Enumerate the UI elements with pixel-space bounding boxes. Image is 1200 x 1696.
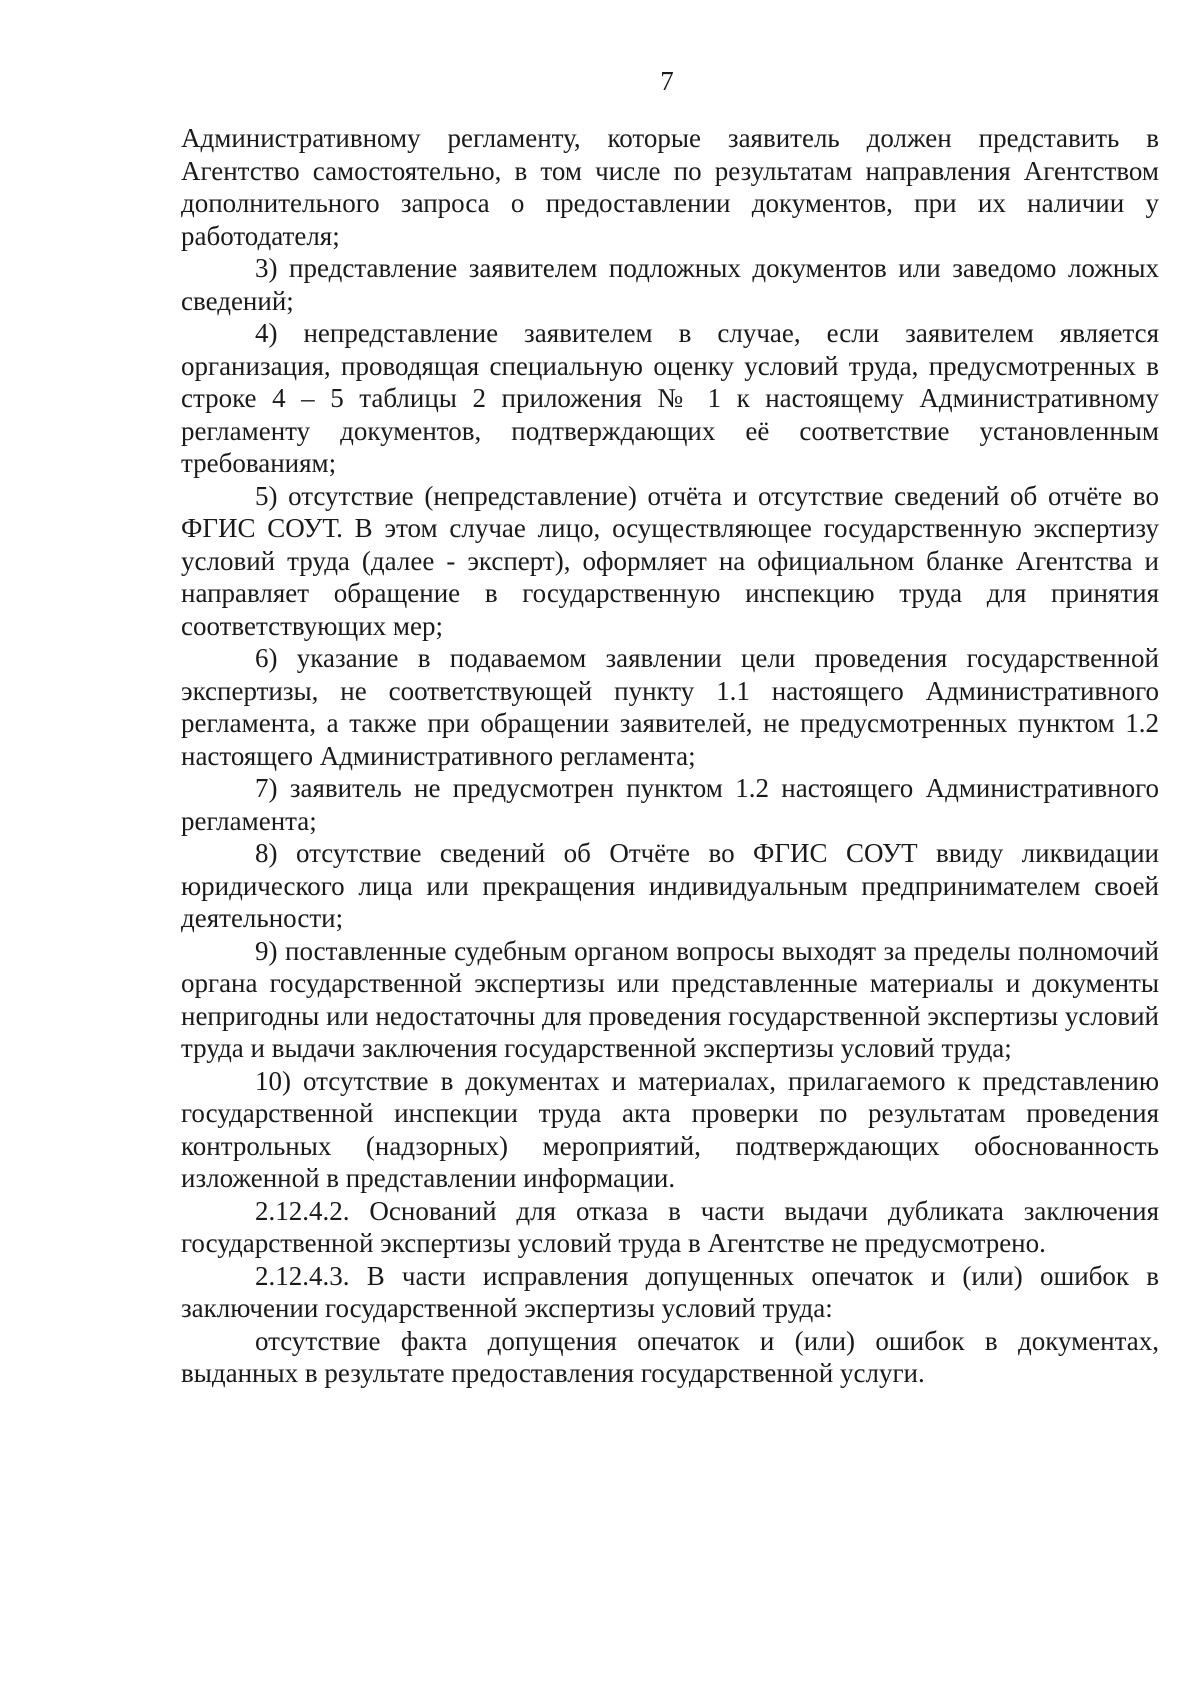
paragraph-final: отсутствие факта допущения опечаток и (или) ошибок в документах, выданных в результате предоставления государственной услуги. <box>181 1325 1159 1388</box>
document-body <box>181 122 1159 1390</box>
paragraph-item-7: 7) заявитель не предусмотрен пунктом 1.2 настоящего Административного регламента; <box>181 773 1159 836</box>
paragraph-item-10: 10) отсутствие в документах и материалах, прилагаемого к представлению государственной инспекции труда акта проверки по результатам проведения контрольных (надзорных) мероприятий, подтверждающих обоснованность изложенной в представлении информации. <box>181 1065 1159 1193</box>
page-number: 7 <box>660 66 674 96</box>
paragraph-item-8: 8) отсутствие сведений об Отчёте во ФГИС СОУТ ввиду ликвидации юридического лица или прекращения индивидуальным предпринимателем своей деятельности; <box>181 838 1159 933</box>
paragraph-item-3: 3) представление заявителем подложных документов или заведомо ложных сведений; <box>181 253 1159 316</box>
paragraph-item-9: 9) поставленные судебным органом вопросы выходят за пределы полномочий органа государственной экспертизы или представленные материалы и документы непригодны или недостаточны для проведения государственной экспертизы условий труда и выдачи заключения государственной экспертизы условий труда; <box>181 935 1159 1063</box>
paragraph-item-5: 5) отсутствие (непредставление) отчёта и отсутствие сведений об отчёте во ФГИС СОУТ. В этом случае лицо, осуществляющее государственную экспертизу условий труда (далее - эксперт), оформляет на официальном бланке Агентства и направляет обращение в государственную инспекцию труда для принятия соответствующих мер; <box>181 480 1159 641</box>
paragraph-continuation: Административному регламенту, которые заявитель должен представить в Агентство самостоятельно, в том числе по результатам направления Агентством дополнительного запроса о предоставлении документов, при их наличии у работодателя; <box>181 123 1159 251</box>
paragraph-section-2-12-4-2: 2.12.4.2. Оснований для отказа в части выдачи дубликата заключения государственной экспертизы условий труда в Агентстве не предусмотрено. <box>181 1195 1159 1258</box>
paragraph-item-6: 6) указание в подаваемом заявлении цели проведения государственной экспертизы, не соответствующей пункту 1.1 настоящего Административного регламента, а также при обращении заявителей, не предусмотренных пунктом 1.2 настоящего Административного регламента; <box>181 643 1159 771</box>
paragraph-item-4: 4) непредставление заявителем в случае, если заявителем является организация, проводящая специальную оценку условий труда, предусмотренных в строке 4 – 5 таблицы 2 приложения № 1 к настоящему Административному регламенту документов, подтверждающих её соответствие установленным требованиям; <box>181 318 1159 478</box>
paragraph-section-2-12-4-3: 2.12.4.3. В части исправления допущенных опечаток и (или) ошибок в заключении государственной экспертизы условий труда: <box>181 1260 1159 1323</box>
